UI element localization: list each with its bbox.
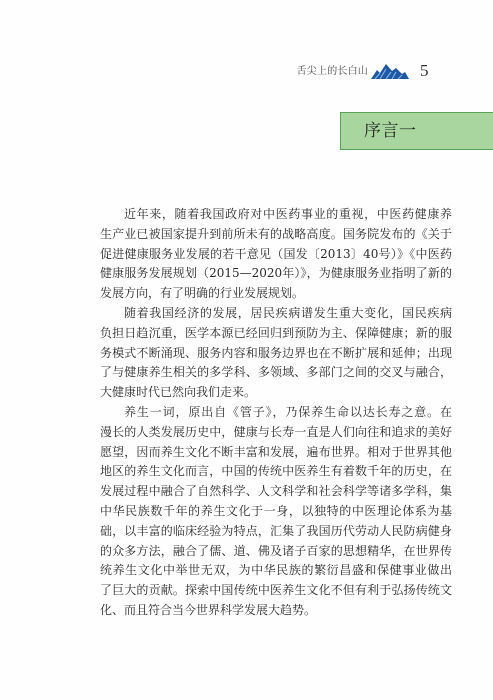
page-number: 5 <box>420 61 429 80</box>
text-line: 统养生文化中举世无双，为中华民族的繁衍昌盛和保健事业做出 <box>100 563 452 578</box>
mountain-logo-icon <box>371 63 409 80</box>
paragraph <box>100 304 452 403</box>
text-line: 发展过程中融合了自然科学、人文科学和社会科学等诸多学科，集 <box>100 484 452 499</box>
text-line: 础，以丰富的临床经验为特点，汇集了我国历代劳动人民防病健身 <box>100 523 452 538</box>
text-line: 发展方向，有了明确的行业发展规划。 <box>100 286 305 301</box>
text-line: 化、而且符合当今世界科学发展大趋势。 <box>100 602 317 617</box>
preface-body <box>100 205 452 621</box>
text-line: 务模式不断涌现、服务内容和服务边界也在不断扩展和延伸；出现 <box>100 345 452 360</box>
paragraph <box>100 205 452 304</box>
section-title: 序言一 <box>364 121 417 141</box>
text-line: 近年来，随着我国政府对中医药事业的重视，中医药健康养 <box>124 207 452 221</box>
text-line: 大健康时代已然向我们走来。 <box>100 385 257 400</box>
text-line: 的众多方法，融合了儒、道、佛及诸子百家的思想精华，在世界传 <box>100 543 452 558</box>
text-line: 愿望，因而养生文化不断丰富和发展，遍布世界。相对于世界其他 <box>100 444 452 459</box>
text-line: 促进健康服务业发展的若干意见（国发〔2013〕40号）》《中医药 <box>100 246 452 261</box>
text-line: 健康服务发展规划（2015—2020年）》，为健康服务业指明了新的 <box>100 266 452 281</box>
text-line: 随着我国经济的发展，居民疾病谱发生重大变化，国民疾病 <box>124 305 452 320</box>
text-line: 了与健康养生相关的多学科、多领域、多部门之间的交叉与融合， <box>100 365 452 380</box>
text-line: 中华民族数千年的养生文化于一身，以独特的中医理论体系为基 <box>100 503 452 518</box>
text-line: 地区的养生文化而言，中国的传统中医养生有着数千年的历史，在 <box>100 464 452 479</box>
text-line: 生产业已被国家提升到前所未有的战略高度。国务院发布的《关于 <box>100 226 452 241</box>
paragraph <box>100 403 452 621</box>
text-line: 养生一词，原出自《管子》，乃保养生命以达长寿之意。在 <box>124 404 452 419</box>
running-title: 舌尖上的长白山 <box>296 66 368 77</box>
text-line: 负担日趋沉重，医学本源已经回归到预防为主、保障健康；新的服 <box>100 325 452 340</box>
text-line: 漫长的人类发展历史中，健康与长寿一直是人们向往和追求的美好 <box>100 424 452 439</box>
section-heading-box <box>340 112 493 150</box>
text-line: 了巨大的贡献。探索中国传统中医养生文化不但有利于弘扬传统文 <box>100 583 452 598</box>
